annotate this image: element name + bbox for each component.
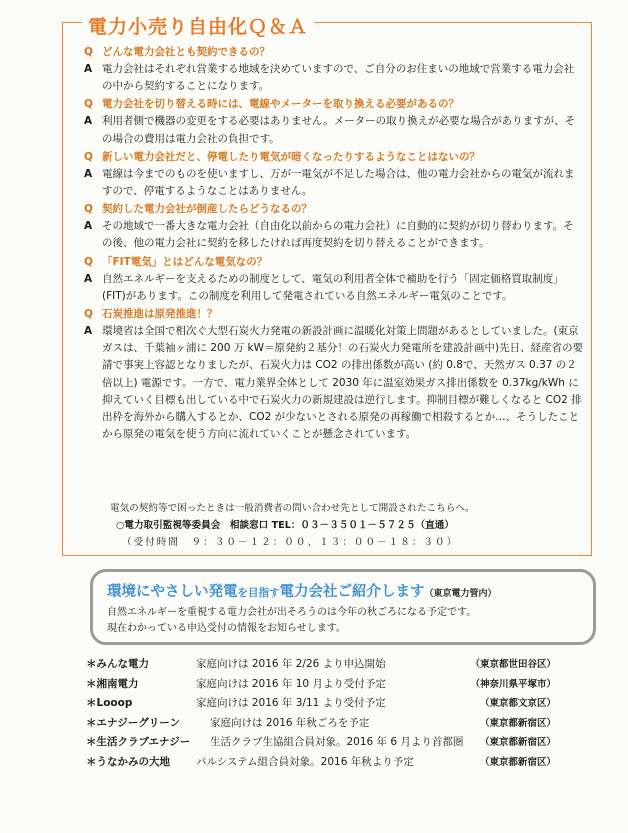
question-5: Q 「FIT電気」とはどんな電気なの？ — [84, 255, 268, 268]
company-name: ＊エナジーグリーン — [86, 716, 181, 729]
answer-1: A 電力会社はそれぞれ営業する地域を決めていますので、ご自分のお住まいの地域で営業する電力会社の中から契約することになります。 — [84, 63, 575, 93]
company-location: （東京都新宿区） — [479, 756, 556, 768]
question-3: Q 新しい電力会社だと、停電したり電気が暗くなったりするようなことはないの？ — [84, 150, 480, 163]
env-title: 環境にやさしい発電を目指す電力会社ご紹介します（東京電力管内） — [107, 584, 497, 600]
company-row — [86, 655, 556, 675]
company-row — [86, 714, 556, 734]
company-name: ＊みんな電力 — [86, 658, 149, 670]
company-info: 家庭向けは 2016 年 2/26 より申込開始 — [196, 658, 386, 670]
company-list — [86, 655, 556, 772]
company-info: 家庭向けは 2016 年秋ごろを予定 — [210, 716, 370, 729]
answer-6: A 環境省は全国で相次ぐ大型石炭火力発電の新設計画に温暖化対策上問題があるとしていました。(東京ガスは、千葉袖ヶ浦に 200 万 kW＝原発約２基分！の石炭火力発電所を建設計画中)先日、経産省の要請で事実上容認となりましたが、石炭火力は CO2 の排出係数が高い (約 0.8で、天然ガス 0.37 の２倍以上) 電源です。一方で、電力業界全体として 2030 年に温室効果ガス排出係数を 0.37kg/kWh に抑えていく目標も出している中で石炭火力の新規建設は逆行します。抑制目標が難しくなると CO2 排出枠を海外から購入するとか、CO2 が少ないとされる原発の再稼働で相殺するとか…、そうしたことから原発の電気を使う方向に流れていくことが懸念されています。 — [84, 325, 584, 441]
qa-title: 電力小売り自由化Ｑ＆Ａ — [82, 12, 314, 39]
company-info: 家庭向けは 2016 年 10 月より受付予定 — [196, 677, 386, 690]
company-location: （東京都新宿区） — [479, 717, 556, 729]
question-6: Q 石炭推進は原発推進！？ — [84, 308, 218, 321]
company-name: ＊うなかみの大地 — [86, 755, 170, 768]
answer-2: A 利用者側で機器の変更をする必要はありません。メーターの取り換えが必要な場合がありますが、その場合の費用は電力会社の負担です。 — [84, 115, 576, 145]
company-row — [86, 733, 556, 753]
contact-info — [110, 500, 475, 551]
answer-3: A 電線は今までのものを使いますし、万が一電気が不足した場合は、他の電力会社からの電気が流れますので、停電するようなことはありません。 — [84, 167, 575, 198]
env-box — [90, 569, 596, 645]
company-info: 家庭向けは 2016 年 3/11 より受付予定 — [196, 697, 386, 709]
answer-5: A 自然エネルギーを支えるための制度として、電気の利用者全体で補助を行う「固定価格買取制度」(FIT)があります。この制度を利用して発電されている自然エネルギー電気のことです。 — [84, 272, 564, 302]
company-row — [86, 694, 556, 714]
env-description: 自然エネルギーを重視する電力会社が出そろうのは今年の秋ごろになる予定です。 現在わかっている申込受付の情報をお知らせします。 — [107, 607, 477, 634]
company-location: （東京都文京区） — [479, 698, 556, 709]
question-1: Q どんな電力会社とも契約できるの？ — [84, 46, 270, 58]
company-name: ＊湘南電力 — [86, 677, 139, 690]
company-location: （神奈川県平塚市） — [470, 678, 556, 690]
company-name: ＊生活クラブエナジー — [86, 736, 191, 748]
contact-hours: （受付時間 ９：３０－１２：００、１３：００－１８：３０） — [122, 537, 459, 548]
contact-intro: 電気の契約等で困ったときは一般消費者の問い合わせ先として開設されたこちらへ。 — [110, 503, 475, 514]
answer-4: A その地域で一番大きな電力会社（自由化以前からの電力会社）に自動的に契約が切り替わります。その後、他の電力会社に契約を移したければ再度契約を切り替えることができます。 — [84, 220, 574, 250]
question-2: Q 電力会社を切り替える時には、電線やメーターを取り換える必要があるの？ — [84, 98, 459, 111]
qa-list — [84, 44, 584, 444]
company-info: パルシステム組合員対象。2016 年秋より予定 — [196, 755, 414, 768]
company-row — [86, 753, 556, 773]
company-location: （東京都新宿区） — [479, 737, 556, 748]
company-name: ＊Looop — [86, 697, 133, 709]
company-info: 生活クラブ生協組合員対象。2016 年 6 月より首都圏 — [210, 736, 464, 748]
company-row — [86, 675, 556, 695]
company-location: （東京都世田谷区） — [470, 659, 556, 670]
question-4: Q 契約した電力会社が倒産したらどうなるの？ — [84, 203, 312, 216]
contact-phone: ○電力取引監視等委員会 相談窓口 TEL：０３－３５０１－５７２５（直通） — [116, 520, 454, 531]
